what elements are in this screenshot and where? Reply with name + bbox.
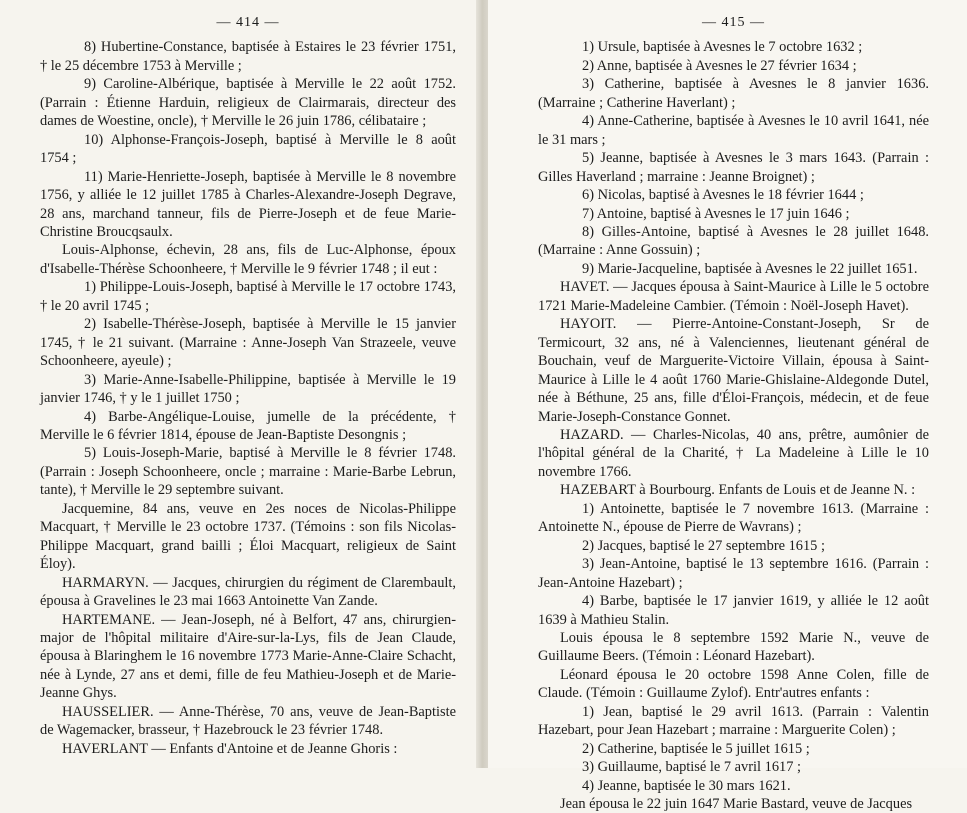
paragraph: 1) Ursule, baptisée à Avesnes le 7 octobre 1632 ; bbox=[582, 39, 863, 56]
paragraph: 4) Anne-Catherine, baptisée à Avesnes le 10 avril 1641, née le 31 mars ; bbox=[538, 113, 929, 148]
paragraph: Jean épousa le 22 juin 1647 Marie Bastard, veuve de Jacques bbox=[560, 796, 913, 813]
left-page bbox=[0, 0, 478, 768]
paragraph: 6) Nicolas, baptisé à Avesnes le 18 février 1644 ; bbox=[582, 187, 864, 204]
right-page bbox=[488, 0, 967, 813]
paragraph: 2) Isabelle-Thérèse-Joseph, baptisée à Merville le 15 janvier 1745, † le 21 suivant. (Marraine : Anne-Joseph Van Strazeele, veuve Schoonheere, ayeule) ; bbox=[40, 316, 456, 370]
paragraph: 9) Caroline-Albérique, baptisée à Merville le 22 août 1752. (Parrain : Étienne Harduin, religieux de Clairmarais, directeur des dames de Woestine, oncle), † Merville le 26 juin 1786, célibataire ; bbox=[40, 76, 456, 130]
entry-hazard: HAZARD. — Charles-Nicolas, 40 ans, prêtre, aumônier de l'hôpital général de la Charité, † La Madeleine à Lille le 10 novembre 1766. bbox=[538, 426, 929, 480]
entry-hazebart: HAZEBART à Bourbourg. Enfants de Louis et de Jeanne N. : bbox=[560, 482, 916, 499]
entry-hayoit: HAYOIT. — Pierre-Antoine-Constant-Joseph, Sr de Termicourt, 32 ans, né à Valenciennes, lieutenant général de Bouchain, veuf de Marguerite-Victoire Villain, épousa à Saint-Maurice à Lille le 4 août 1760 Marie-Ghislaine-Aldegonde Dutel, née à Béthune, 25 ans, fille d'Éloi-François, médecin, et de feue Marie-Joseph-Constance Gonnet. bbox=[538, 316, 929, 425]
paragraph: 7) Antoine, baptisé à Avesnes le 17 juin 1646 ; bbox=[582, 205, 850, 222]
entry-havet: HAVET. — Jacques épousa à Saint-Maurice à Lille le 5 octobre 1721 Marie-Madeleine Cambier. (Témoin : Noël-Joseph Havet). bbox=[538, 279, 929, 314]
paragraph: 3) Guillaume, baptisé le 7 avril 1617 ; bbox=[582, 759, 802, 776]
entry-hartemane: HARTEMANE. — Jean-Joseph, né à Belfort, 47 ans, chirurgien-major de l'hôpital militaire d'Aire-sur-la-Lys, fils de Jean Claude, épousa à Blaringhem le 16 novembre 1773 Marie-Anne-Claire Schacht, née à Lynde, 27 ans et demi, fille de feu Mathieu-Joseph et de Marie-Jeanne Ghys. bbox=[40, 611, 456, 702]
paragraph: 4) Jeanne, baptisée le 30 mars 1621. bbox=[582, 777, 791, 794]
entry-harmaryn: HARMARYN. — Jacques, chirurgien du régiment de Clarembault, épousa à Gravelines le 23 mai 1663 Antoinette Van Zande. bbox=[40, 574, 456, 610]
paragraph: 5) Jeanne, baptisée à Avesnes le 3 mars 1643. (Parrain : Gilles Haverland ; marraine : Jeanne Broignet) ; bbox=[538, 150, 929, 185]
paragraph: 1) Antoinette, baptisée le 7 novembre 1613. (Marraine : Antoinette N., épouse de Pierre de Wavrans) ; bbox=[538, 500, 929, 536]
paragraph: 2) Jacques, baptisé le 27 septembre 1615 ; bbox=[582, 537, 825, 554]
page-number-left: — 414 — bbox=[216, 15, 280, 30]
paragraph: 3) Jean-Antoine, baptisé le 13 septembre 1616. (Parrain : Jean-Antoine Hazebart) ; bbox=[538, 556, 929, 591]
paragraph: 3) Marie-Anne-Isabelle-Philippine, baptisée à Merville le 19 janvier 1746, † y le 1 juillet 1750 ; bbox=[40, 371, 456, 407]
paragraph: 2) Anne, baptisée à Avesnes le 27 février 1634 ; bbox=[582, 57, 857, 74]
paragraph: 1) Philippe-Louis-Joseph, baptisé à Merville le 17 octobre 1743, † le 20 avril 1745 ; bbox=[40, 279, 456, 314]
entry-haverlant: HAVERLANT — Enfants d'Antoine et de Jeanne Ghoris : bbox=[62, 740, 398, 757]
paragraph: 11) Marie-Henriette-Joseph, baptisée à Merville le 8 novembre 1756, y alliée le 12 juillet 1785 à Charles-Alexandre-Joseph Degrave, 28 ans, marchand tanneur, fils de Pierre-Joseph et de feue Marie-Christine Broucqsaulx. bbox=[40, 168, 456, 240]
paragraph: 10) Alphonse-François-Joseph, baptisé à Merville le 8 août 1754 ; bbox=[40, 131, 456, 167]
paragraph: 2) Catherine, baptisée le 5 juillet 1615 ; bbox=[582, 740, 810, 757]
paragraph: 4) Barbe-Angélique-Louise, jumelle de la précédente, † Merville le 6 février 1814, épouse de Jean-Baptiste Desongnis ; bbox=[40, 408, 456, 443]
paragraph: 1) Jean, baptisé le 29 avril 1613. (Parrain : Valentin Hazebart, pour Jean Hazebart ; marraine : Marguerite Colen) ; bbox=[538, 703, 929, 739]
page-number-right: — 415 — bbox=[702, 15, 765, 30]
paragraph: Jacquemine, 84 ans, veuve en 2es noces de Nicolas-Philippe Macquart, † Merville le 23 octobre 1737. (Témoins : son fils Nicolas-Philippe Macquart, grand bailli ; Éloi Macquart, religieux de Saint Éloy). bbox=[40, 500, 456, 573]
paragraph: 9) Marie-Jacqueline, baptisée à Avesnes le 22 juillet 1651. bbox=[582, 260, 918, 277]
paragraph: 8) Gilles-Antoine, baptisé à Avesnes le 28 juillet 1648. (Marraine : Anne Gossuin) ; bbox=[538, 223, 929, 259]
paragraph: Louis épousa le 8 septembre 1592 Marie N., veuve de Guillaume Beers. (Témoin : Léonard Hazebart). bbox=[538, 629, 929, 665]
paragraph: 5) Louis-Joseph-Marie, baptisé à Merville le 8 février 1748. (Parrain : Joseph Schoonheere, oncle ; marraine : Marie-Barbe Lebrun, tante), † Merville le 29 septembre suivant. bbox=[40, 445, 456, 499]
paragraph: Louis-Alphonse, échevin, 28 ans, fils de Luc-Alphonse, époux d'Isabelle-Thérèse Schoonheere, † Merville le 9 février 1748 ; il eut : bbox=[40, 242, 456, 277]
paragraph: 4) Barbe, baptisée le 17 janvier 1619, y alliée le 12 août 1639 à Mathieu Stalin. bbox=[538, 593, 929, 628]
entry-hausselier: HAUSSELIER. — Anne-Thérèse, 70 ans, veuve de Jean-Baptiste de Wagemacker, brasseur, † Hazebrouck le 23 février 1748. bbox=[40, 703, 456, 739]
paragraph: 8) Hubertine-Constance, baptisée à Estaires le 23 février 1751, † le 25 décembre 1753 à Merville ; bbox=[40, 39, 456, 74]
paragraph: 3) Catherine, baptisée à Avesnes le 8 janvier 1636. (Marraine ; Catherine Haverlant) ; bbox=[538, 76, 929, 111]
paragraph: Léonard épousa le 20 octobre 1598 Anne Colen, fille de Claude. (Témoin : Guillaume Zylof). Entr'autres enfants : bbox=[538, 666, 929, 702]
